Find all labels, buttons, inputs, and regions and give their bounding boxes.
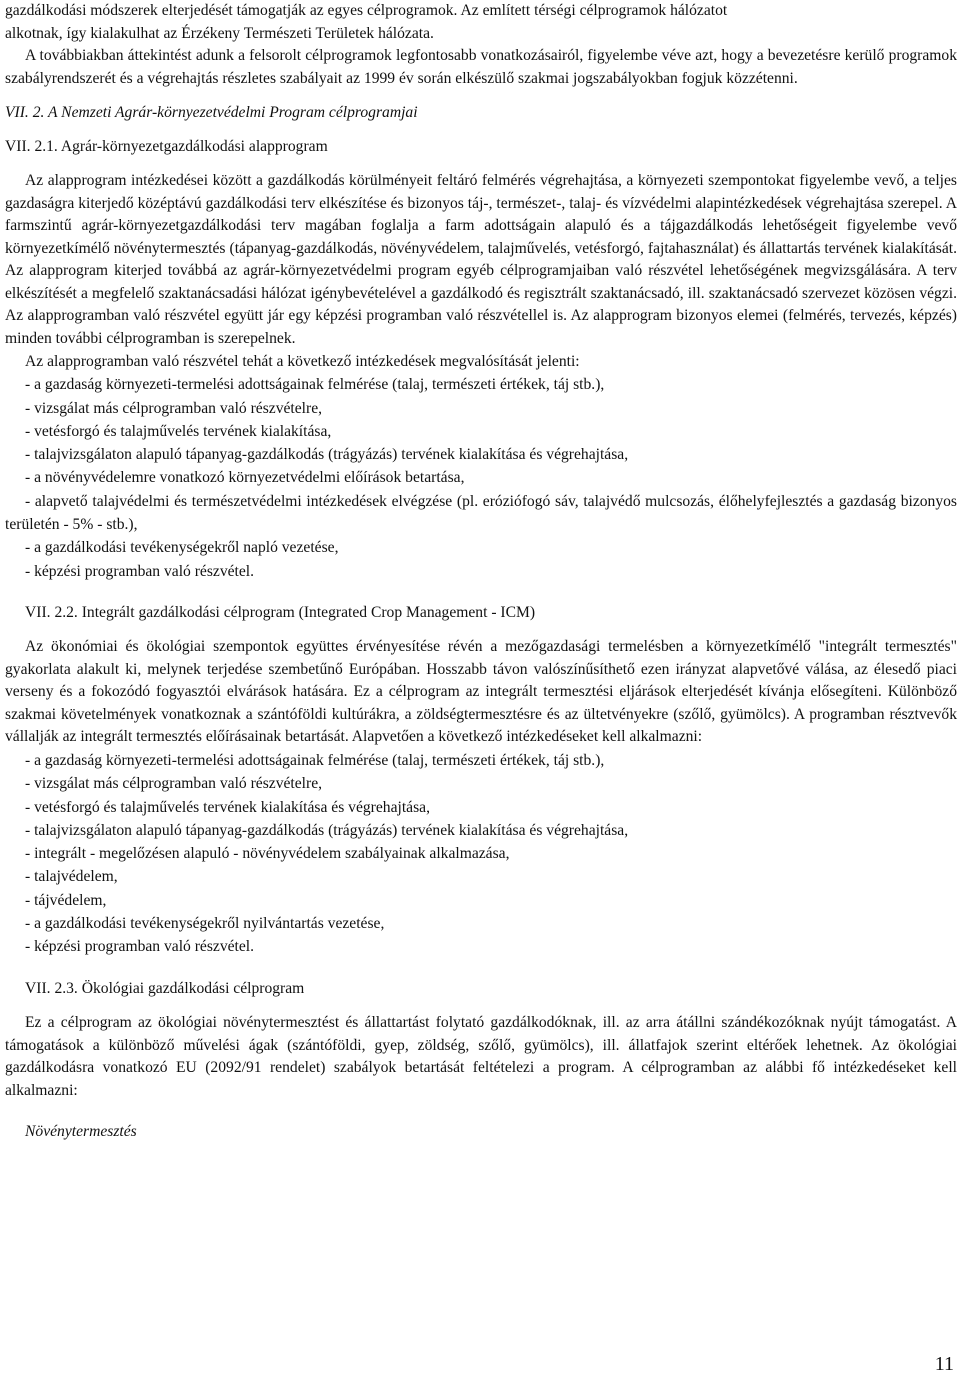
list-item: - tájvédelem, [25,891,107,909]
top-paragraph-line-1: gazdálkodási módszerek elterjedését támogatják az egyes célprogramok. Az említett térségi célprogramok hálózatot [5,2,728,19]
list-item: - a gazdaság környezeti-termelési adottságainak felmérése (talaj, természeti értékek, táj stb.), [25,751,605,769]
section-title: VII. 2. A Nemzeti Agrár-környezetvédelmi Program célprogramjai [5,104,418,121]
list-item: - talajvédelem, [25,868,118,886]
list-item: - a gazdálkodási tevékenységekről nyilvántartás vezetése, [25,915,385,933]
subsection-heading-2-1: VII. 2.1. Agrár-környezetgazdálkodási alapprogram [5,138,328,155]
page-number: 11 [934,1353,954,1375]
list-item: - vizsgálat más célprogramban való részvételre, [25,399,323,417]
list-item: - a gazdaság környezeti-termelési adottságainak felmérése (talaj, természeti értékek, táj stb.), [25,376,605,394]
list-item: - képzési programban való részvétel. [25,938,255,956]
subsection-2-2-body: Az ökonómiai és ökológiai szempontok együttes érvényesítése révén a mezőgazdasági termelésben a környezetkímélő "integrált termesztés" gyakorlata alakult ki, melynek terjedése szembetűnő Európában. Hosszabb távon valószínűsíthető ezen irányzat alapvetővé válása, az élesedő piaci verseny és a fokozódó fogyasztói elvárások hatására. Ez a célprogram az integrált termesztési eljárások elterjedését kívánja elősegíteni. Különböző szakmai követelmények vonatkoznak a szántóföldi kultúrákra, a zöldségtermesztésre és az ültetvényekre (szőlő, gyümölcs). A programban résztvevők vállalják az integrált termesztés előírásainak betartását. Alapvetően a következő intézkedéseket kell alkalmazni: [5,638,957,746]
list-item: - a gazdálkodási tevékenységekről napló vezetése, [25,539,339,557]
subsection-2-3-subheading: Növénytermesztés [25,1123,137,1141]
subsection-2-1-intro: Az alapprogramban való részvétel tehát a következő intézkedések megvalósítását jelenti: [25,353,580,370]
list-item: - a növényvédelemre vonatkozó környezetvédelmi előírások betartása, [25,469,465,487]
document-page [5,0,957,1144]
list-item: - alapvető talajvédelmi és természetvédelmi intézkedések elvégzése (pl. eróziófogó sáv, talajvédő mulcsozás, élőhelyfejlesztés a gazdaság bizonyos területén - 5% - stb.), [5,492,957,534]
list-item: - talajvizsgálaton alapuló tápanyag-gazdálkodás (trágyázás) tervének kialakítása és végrehajtása, [25,821,629,839]
top-paragraph-line-2: alkotnak, így kialakulhat az Érzékeny Természeti Területek hálózata. [5,24,434,42]
subsection-2-1-list [5,373,957,583]
subsection-2-3-body: Ez a célprogram az ökológiai növénytermesztést és állattartást folytató gazdálkodóknak, ill. az arra átállni szándékozóknak nyújt támogatást. A támogatások a különböző művelési ágak (szántóföldi, gyep, zöldség, szőlő, gyümölcs), ill. állatfajok szerint eltérőek lehetnek. Az ökológiai gazdálkodásra vonatkozó EU (2092/91 rendelet) szabályok betartását feltételezi a program. A célprogramban az alábbi fő intézkedéseket kell alkalmazni: [5,1014,957,1099]
list-item: - vizsgálat más célprogramban való részvételre, [25,775,323,793]
list-item: - képzési programban való részvétel. [25,562,255,580]
list-item: - vetésforgó és talajművelés tervének kialakítása és végrehajtása, [25,798,430,816]
subsection-2-2-list [5,749,957,959]
subsection-heading-2-2: VII. 2.2. Integrált gazdálkodási célprogram (Integrated Crop Management - ICM) [25,603,536,621]
subsection-2-1-body: Az alapprogram intézkedései között a gazdálkodás körülményeit feltáró felmérés végrehajtása, a környezeti szempontokat figyelembe vevő, a teljes gazdaságra kiterjedő középtávú gazdálkodási terv elkészítése és bizonyos táj-, természet-, talaj- és vízvédelmi alapintézkedések végrehajtása szerepel. A farmszintű agrár-környezetgazdálkodási terv magában foglalja a farm adottságain alapuló és a tájgazdálkodás lehetőségeit figyelembe vevő környezetkímélő növénytermesztés (tápanyag-gazdálkodás, növényvédelem, talajművelés, vetésforgó, fajtahasználat) és állattartás tervének kialakítását. Az alapprogram kiterjed továbbá az agrár-környezetvédelmi program egyéb célprogramjaiban való részvétel lehetőségének megvizsgálására. A terv elkészítését a megfelelő szaktanácsadási hálózat igénybevételével a gazdálkodó és regisztrált szaktanácsadó, ill. szaktanácsadó szervezet közösen végzi. Az alapprogramban való részvétel együtt jár egy képzési programban való részvétellel is. Az alapprogram bizonyos elemei (felmérés, tervezés, képzés) minden további célprogramban is szerepelnek. [5,172,957,347]
list-item: - vetésforgó és talajművelés tervének kialakítása, [25,422,332,440]
subsection-heading-2-3: VII. 2.3. Ökológiai gazdálkodási célprogram [25,979,305,997]
list-item: - integrált - megelőzésen alapuló - növényvédelem szabályainak alkalmazása, [25,845,510,863]
intro-paragraph: A továbbiakban áttekintést adunk a felsorolt célprogramok legfontosabb vonatkozásairól, figyelembe véve azt, hogy a bevezetésre kerülő programok szabályrendszerét és a végrehajtás részletes szabályait az 1999 év során elkészülő szakmai jogszabályokban fogjuk közzétenni. [5,47,957,87]
list-item: - talajvizsgálaton alapuló tápanyag-gazdálkodás (trágyázás) tervének kialakítása és végrehajtása, [25,446,629,464]
